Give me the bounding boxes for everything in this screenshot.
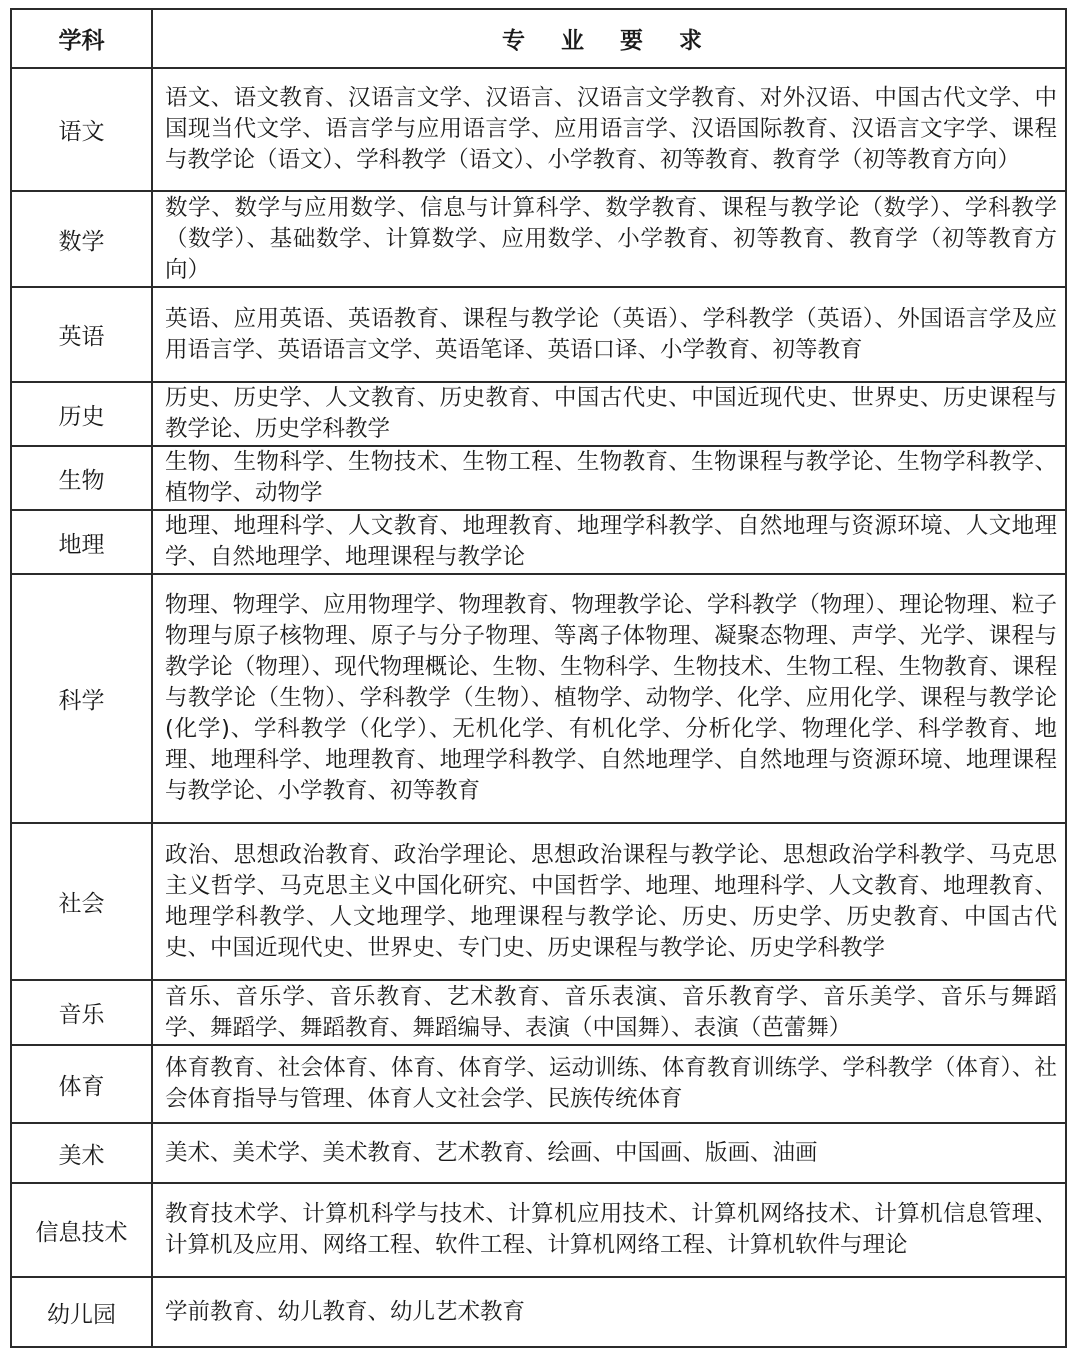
majors-cell: 物理、物理学、应用物理学、物理教育、物理教学论、学科教学（物理）、理论物理、粒子物理与原子核物理、原子与分子物理、等离子体物理、凝聚态物理、声学、光学、课程与教学论（物理）、现代物理概论、生物、生物科学、生物技术、生物工程、生物教育、课程与教学论（生物）、学科教学（生物）、植物学、动物学、化学、应用化学、课程与教学论(化学)、学科教学（化学）、无机化学、有机化学、分析化学、物理化学、科学教育、地理、地理科学、地理教育、地理学科教学、自然地理学、自然地理与资源环境、地理课程与教学论、小学教育、初等教育: [152, 574, 1066, 823]
majors-cell: 英语、应用英语、英语教育、课程与教学论（英语）、学科教学（英语）、外国语言学及应用语言学、英语语言文学、英语笔译、英语口译、小学教育、初等教育: [152, 287, 1066, 382]
subject-cell: 体育: [11, 1045, 152, 1123]
subject-cell: 美术: [11, 1123, 152, 1183]
table-row: [11, 1277, 1066, 1347]
subject-column-header: 学科: [11, 9, 152, 68]
majors-cell: 生物、生物科学、生物技术、生物工程、生物教育、生物课程与教学论、生物学科教学、植物学、动物学: [152, 446, 1066, 510]
subject-cell: 历史: [11, 382, 152, 446]
table-row: [11, 382, 1066, 446]
table-row: [11, 287, 1066, 382]
table-row: [11, 510, 1066, 574]
major-requirements-table: [10, 8, 1067, 1348]
table-row: [11, 1183, 1066, 1277]
majors-cell: 音乐、音乐学、音乐教育、艺术教育、音乐表演、音乐教育学、音乐美学、音乐与舞蹈学、舞蹈学、舞蹈教育、舞蹈编导、表演（中国舞）、表演（芭蕾舞）: [152, 980, 1066, 1045]
subject-cell: 信息技术: [11, 1183, 152, 1277]
majors-cell: 体育教育、社会体育、体育、体育学、运动训练、体育教育训练学、学科教学（体育）、社会体育指导与管理、体育人文社会学、民族传统体育: [152, 1045, 1066, 1123]
majors-cell: 历史、历史学、人文教育、历史教育、中国古代史、中国近现代史、世界史、历史课程与教学论、历史学科教学: [152, 382, 1066, 446]
table-row: [11, 1045, 1066, 1123]
table-row: [11, 1123, 1066, 1183]
table-row: [11, 191, 1066, 287]
subject-cell: 幼儿园: [11, 1277, 152, 1347]
majors-cell: 数学、数学与应用数学、信息与计算科学、数学教育、课程与教学论（数学）、学科教学（数学）、基础数学、计算数学、应用数学、小学教育、初等教育、教育学（初等教育方向）: [152, 191, 1066, 287]
majors-cell: 教育技术学、计算机科学与技术、计算机应用技术、计算机网络技术、计算机信息管理、计算机及应用、网络工程、软件工程、计算机网络工程、计算机软件与理论: [152, 1183, 1066, 1277]
subject-cell: 语文: [11, 68, 152, 191]
table-row: [11, 823, 1066, 980]
subject-cell: 数学: [11, 191, 152, 287]
subject-cell: 地理: [11, 510, 152, 574]
majors-cell: 地理、地理科学、人文教育、地理教育、地理学科教学、自然地理与资源环境、人文地理学、自然地理学、地理课程与教学论: [152, 510, 1066, 574]
subject-cell: 音乐: [11, 980, 152, 1045]
majors-cell: 语文、语文教育、汉语言文学、汉语言、汉语言文学教育、对外汉语、中国古代文学、中国现当代文学、语言学与应用语言学、应用语言学、汉语国际教育、汉语言文字学、课程与教学论（语文）、学科教学（语文）、小学教育、初等教育、教育学（初等教育方向）: [152, 68, 1066, 191]
subject-cell: 英语: [11, 287, 152, 382]
subject-cell: 生物: [11, 446, 152, 510]
majors-cell: 政治、思想政治教育、政治学理论、思想政治课程与教学论、思想政治学科教学、马克思主义哲学、马克思主义中国化研究、中国哲学、地理、地理科学、人文教育、地理教育、地理学科教学、人文地理学、地理课程与教学论、历史、历史学、历史教育、中国古代史、中国近现代史、世界史、专门史、历史课程与教学论、历史学科教学: [152, 823, 1066, 980]
majors-cell: 美术、美术学、美术教育、艺术教育、绘画、中国画、版画、油画: [152, 1123, 1066, 1183]
subject-cell: 科学: [11, 574, 152, 823]
subject-cell: 社会: [11, 823, 152, 980]
majors-cell: 学前教育、幼儿教育、幼儿艺术教育: [152, 1277, 1066, 1347]
table-row: [11, 68, 1066, 191]
requirements-column-header: 专 业 要 求: [152, 9, 1066, 68]
table-header-row: [11, 9, 1066, 68]
table-row: [11, 574, 1066, 823]
table-row: [11, 980, 1066, 1045]
table-row: [11, 446, 1066, 510]
